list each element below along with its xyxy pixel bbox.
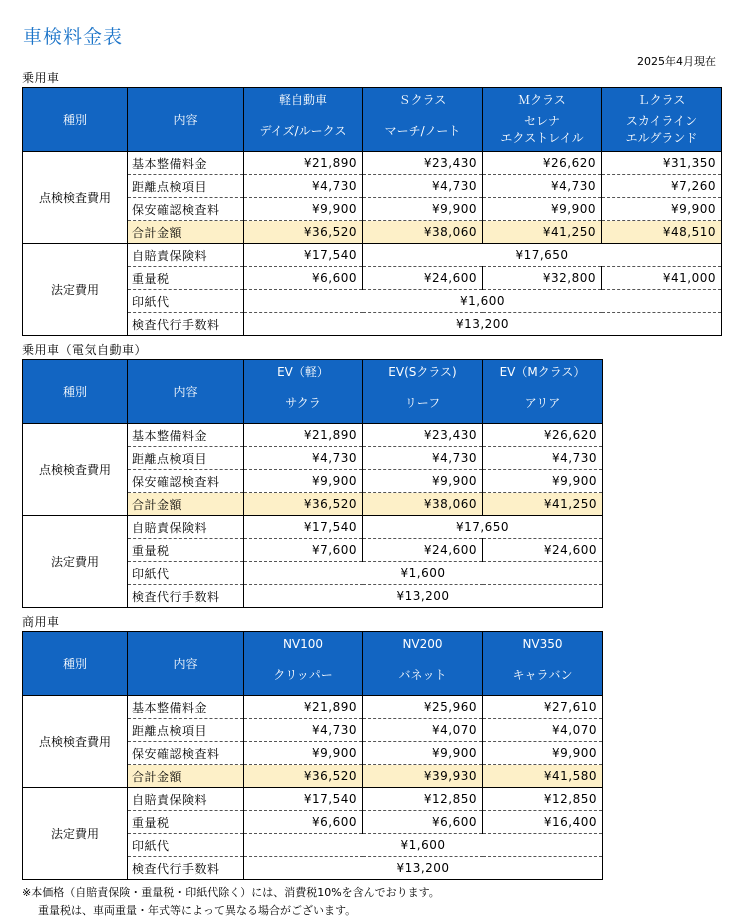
price-cell: ¥21,890 xyxy=(244,424,363,447)
price-cell: ¥9,900 xyxy=(363,198,483,221)
price-cell: ¥4,070 xyxy=(363,719,483,742)
header-models: セレナ エクストレイル xyxy=(483,110,602,152)
item-base-fee: 基本整備料金 xyxy=(128,152,244,175)
header-class: NV350 xyxy=(483,632,603,654)
header-category: 種別 xyxy=(23,88,128,152)
price-cell: ¥9,900 xyxy=(363,470,483,493)
item-safety-check: 保安確認検査料 xyxy=(128,470,244,493)
price-cell: ¥1,600 xyxy=(244,834,603,857)
section-label-commercial: 商用車 xyxy=(22,615,60,629)
price-cell: ¥4,730 xyxy=(244,175,363,198)
header-models: マーチ/ノート xyxy=(363,110,483,152)
price-cell: ¥17,540 xyxy=(244,788,363,811)
price-cell: ¥7,600 xyxy=(244,539,363,562)
item-insurance: 自賠責保険料 xyxy=(128,244,244,267)
header-models: デイズ/ルークス xyxy=(244,110,363,152)
total-cell: ¥38,060 xyxy=(363,221,483,244)
item-insurance: 自賠責保険料 xyxy=(128,788,244,811)
price-table-commercial xyxy=(22,631,603,880)
category-inspection: 点検検査費用 xyxy=(23,152,128,244)
price-table-passenger xyxy=(22,87,722,336)
category-legal: 法定費用 xyxy=(23,516,128,608)
footnote: ※本価格（自賠責保険・重量税・印紙代除く）には、消費税10%を含んでおります。 xyxy=(22,886,440,899)
price-cell: ¥24,600 xyxy=(483,539,603,562)
price-cell: ¥4,070 xyxy=(483,719,603,742)
price-cell: ¥4,730 xyxy=(483,447,603,470)
price-cell: ¥23,430 xyxy=(363,152,483,175)
item-weight-tax: 重量税 xyxy=(128,811,244,834)
price-cell: ¥25,960 xyxy=(363,696,483,719)
price-cell: ¥31,350 xyxy=(602,152,722,175)
price-cell: ¥9,900 xyxy=(483,198,602,221)
price-cell: ¥23,430 xyxy=(363,424,483,447)
total-cell: ¥36,520 xyxy=(244,221,363,244)
section-label-ev: 乗用車（電気自動車） xyxy=(22,343,148,357)
header-class: NV200 xyxy=(363,632,483,654)
header-category: 種別 xyxy=(23,360,128,424)
header-content: 内容 xyxy=(128,88,244,152)
header-class: Ｍクラス xyxy=(483,88,602,110)
price-cell: ¥27,610 xyxy=(483,696,603,719)
header-class: 軽自動車 xyxy=(244,88,363,110)
item-agency-fee: 検査代行手数料 xyxy=(128,313,244,336)
total-cell: ¥38,060 xyxy=(363,493,483,516)
as-of-date: 2025年4月現在 xyxy=(637,55,716,68)
category-legal: 法定費用 xyxy=(23,788,128,880)
price-cell: ¥12,850 xyxy=(363,788,483,811)
header-models: クリッパー xyxy=(244,654,363,696)
price-cell: ¥13,200 xyxy=(244,313,722,336)
header-models: スカイライン エルグランド xyxy=(602,110,722,152)
price-cell: ¥4,730 xyxy=(244,719,363,742)
item-agency-fee: 検査代行手数料 xyxy=(128,585,244,608)
item-total: 合計金額 xyxy=(128,765,244,788)
price-cell: ¥1,600 xyxy=(244,290,722,313)
item-stamp: 印紙代 xyxy=(128,562,244,585)
price-cell: ¥24,600 xyxy=(363,539,483,562)
price-cell: ¥21,890 xyxy=(244,152,363,175)
section-label-passenger: 乗用車 xyxy=(22,71,60,85)
item-stamp: 印紙代 xyxy=(128,290,244,313)
price-cell: ¥6,600 xyxy=(363,811,483,834)
price-cell: ¥9,900 xyxy=(483,470,603,493)
total-cell: ¥41,580 xyxy=(483,765,603,788)
price-cell: ¥13,200 xyxy=(244,857,603,880)
price-cell: ¥17,540 xyxy=(244,516,363,539)
item-stamp: 印紙代 xyxy=(128,834,244,857)
price-table-ev xyxy=(22,359,603,608)
price-cell: ¥24,600 xyxy=(363,267,483,290)
category-inspection: 点検検査費用 xyxy=(23,424,128,516)
footnote: 重量税は、車両重量・年式等によって異なる場合がございます。 xyxy=(38,904,357,917)
total-cell: ¥41,250 xyxy=(483,221,602,244)
price-cell: ¥26,620 xyxy=(483,152,602,175)
price-cell: ¥4,730 xyxy=(363,447,483,470)
header-content: 内容 xyxy=(128,632,244,696)
header-class: EV（Mクラス） xyxy=(483,360,603,382)
item-weight-tax: 重量税 xyxy=(128,539,244,562)
item-safety-check: 保安確認検査料 xyxy=(128,198,244,221)
total-cell: ¥36,520 xyxy=(244,765,363,788)
price-cell: ¥7,260 xyxy=(602,175,722,198)
item-weight-tax: 重量税 xyxy=(128,267,244,290)
price-cell: ¥4,730 xyxy=(363,175,483,198)
category-legal: 法定費用 xyxy=(23,244,128,336)
price-cell: ¥4,730 xyxy=(244,447,363,470)
item-insurance: 自賠責保険料 xyxy=(128,516,244,539)
price-cell: ¥16,400 xyxy=(483,811,603,834)
price-cell: ¥32,800 xyxy=(483,267,602,290)
item-base-fee: 基本整備料金 xyxy=(128,424,244,447)
header-class: EV（軽） xyxy=(244,360,363,382)
item-total: 合計金額 xyxy=(128,221,244,244)
header-models: アリア xyxy=(483,382,603,424)
price-cell: ¥6,600 xyxy=(244,267,363,290)
header-models: サクラ xyxy=(244,382,363,424)
price-cell: ¥9,900 xyxy=(602,198,722,221)
price-cell: ¥17,650 xyxy=(363,244,722,267)
price-cell: ¥9,900 xyxy=(363,742,483,765)
header-class: EV(Sクラス) xyxy=(363,360,483,382)
price-cell: ¥9,900 xyxy=(244,198,363,221)
item-distance-check: 距離点検項目 xyxy=(128,719,244,742)
page-title: 車検料金表 xyxy=(23,26,124,48)
header-models: リーフ xyxy=(363,382,483,424)
price-cell: ¥6,600 xyxy=(244,811,363,834)
item-distance-check: 距離点検項目 xyxy=(128,447,244,470)
item-total: 合計金額 xyxy=(128,493,244,516)
footnotes xyxy=(22,884,440,920)
header-models: バネット xyxy=(363,654,483,696)
price-cell: ¥21,890 xyxy=(244,696,363,719)
price-cell: ¥1,600 xyxy=(244,562,603,585)
total-cell: ¥39,930 xyxy=(363,765,483,788)
price-cell: ¥41,000 xyxy=(602,267,722,290)
total-cell: ¥41,250 xyxy=(483,493,603,516)
price-cell: ¥13,200 xyxy=(244,585,603,608)
price-cell: ¥17,650 xyxy=(363,516,603,539)
header-class: NV100 xyxy=(244,632,363,654)
category-inspection: 点検検査費用 xyxy=(23,696,128,788)
price-cell: ¥9,900 xyxy=(483,742,603,765)
header-content: 内容 xyxy=(128,360,244,424)
item-base-fee: 基本整備料金 xyxy=(128,696,244,719)
price-cell: ¥17,540 xyxy=(244,244,363,267)
item-agency-fee: 検査代行手数料 xyxy=(128,857,244,880)
total-cell: ¥48,510 xyxy=(602,221,722,244)
price-cell: ¥9,900 xyxy=(244,742,363,765)
price-cell: ¥4,730 xyxy=(483,175,602,198)
header-class: Ｌクラス xyxy=(602,88,722,110)
price-cell: ¥9,900 xyxy=(244,470,363,493)
header-models: キャラバン xyxy=(483,654,603,696)
header-class: Ｓクラス xyxy=(363,88,483,110)
total-cell: ¥36,520 xyxy=(244,493,363,516)
item-safety-check: 保安確認検査料 xyxy=(128,742,244,765)
price-cell: ¥12,850 xyxy=(483,788,603,811)
price-cell: ¥26,620 xyxy=(483,424,603,447)
item-distance-check: 距離点検項目 xyxy=(128,175,244,198)
header-category: 種別 xyxy=(23,632,128,696)
